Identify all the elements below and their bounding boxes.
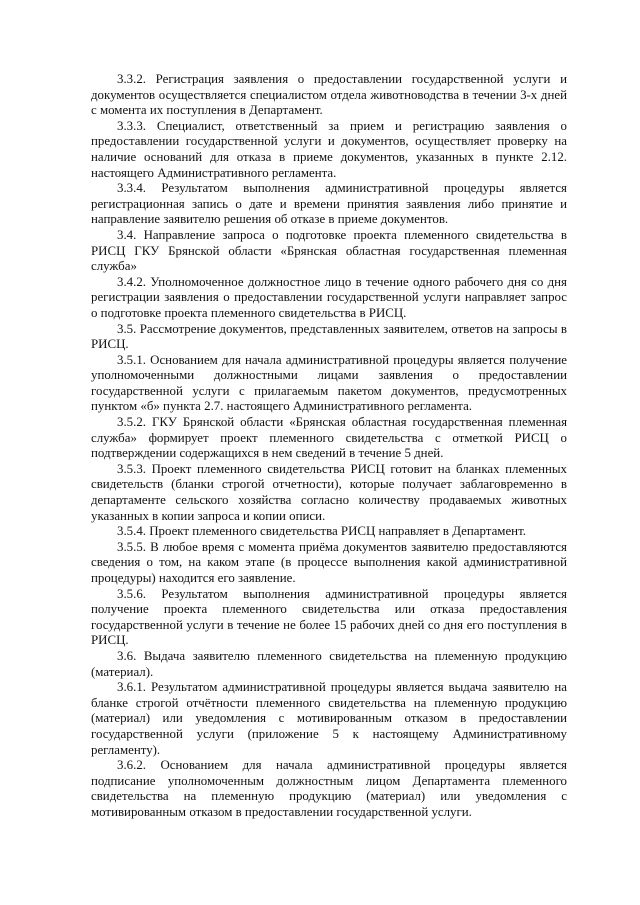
- paragraph-3-6-2: 3.6.2. Основанием для начала административной процедуры является подписание уполномоченным должностным лицом Департамента племенного свидетельства на племенную продукцию (материал) или уведомления с мотивированным отказом в предоставлении государственной услуги.: [91, 758, 567, 819]
- paragraph-3-5-4: 3.5.4. Проект племенного свидетельства РИСЦ направляет в Департамент.: [117, 524, 526, 539]
- paragraph-3-5-6: 3.5.6. Результатом выполнения административной процедуры является получение проекта племенного свидетельства или отказа предоставления государственной услуги в течение не более 15 рабочих дней со дня его поступления в РИСЦ.: [91, 586, 567, 648]
- paragraph-3-4: 3.4. Направление запроса о подготовке проекта племенного свидетельства в РИСЦ ГКУ Брянской области «Брянская областная государственная племенная служба»: [91, 227, 567, 274]
- paragraph-3-5-5: 3.5.5. В любое время с момента приёма документов заявителю предоставляются сведения о том, на каком этапе (в процессе выполнения какой административной процедуры) находится его заявление.: [91, 539, 567, 585]
- paragraph-3-5: 3.5. Рассмотрение документов, представленных заявителем, ответов на запросы в РИСЦ.: [91, 321, 567, 352]
- paragraph-3-5-3: 3.5.3. Проект племенного свидетельства РИСЦ готовит на бланках племенных свидетельств (бланки строгой отчетности), которые получает заблаговременно в департаменте сельского хозяйства согласно количеству продаваемых животных указанных в копии запроса и копии описи.: [91, 461, 567, 523]
- document-body: [91, 72, 567, 821]
- paragraph-3-6-1: 3.6.1. Результатом административной процедуры является выдача заявителю на бланке строгой отчётности племенного свидетельства на племенную продукцию (материал) или уведомления с мотивированным отказом в предоставлении государственной услуги (приложение 5 к настоящему Административному регламенту).: [91, 680, 567, 757]
- paragraph-3-3-4: 3.3.4. Результатом выполнения административной процедуры является регистрационная запись о дате и времени принятия заявления либо принятие и направление заявителю решения об отказе в приеме документов.: [91, 181, 567, 227]
- paragraph-3-6: 3.6. Выдача заявителю племенного свидетельства на племенную продукцию (материал).: [91, 648, 567, 679]
- paragraph-3-5-1: 3.5.1. Основанием для начала административной процедуры является получение уполномоченными должностными лицами заявления о предоставлении государственной услуги с прилагаемым пакетом документов, предусмотренных пунктом «б» пункта 2.7. настоящего Административного регламента.: [91, 352, 567, 414]
- paragraph-3-5-2: 3.5.2. ГКУ Брянской области «Брянская областная государственная племенная служба» формирует проект племенного свидетельства с отметкой РИСЦ о подтверждении содержащихся в нем сведений в течение 5 дней.: [91, 415, 567, 461]
- paragraph-3-3-2: 3.3.2. Регистрация заявления о предоставлении государственной услуги и документов осуществляется специалистом отдела животноводства в течении 3-х дней с момента их поступления в Департамент.: [91, 72, 567, 118]
- paragraph-3-4-2: 3.4.2. Уполномоченное должностное лицо в течение одного рабочего дня со дня регистрации заявления о предоставлении государственной услуги направляет запрос о подготовке проекта племенного свидетельства в РИСЦ.: [91, 274, 567, 320]
- paragraph-3-3-3: 3.3.3. Специалист, ответственный за прием и регистрацию заявления о предоставлении государственной услуги и документов, осуществляет проверку на наличие оснований для отказа в приеме документов, указанных в пункте 2.12. настоящего Административного регламента.: [91, 118, 567, 180]
